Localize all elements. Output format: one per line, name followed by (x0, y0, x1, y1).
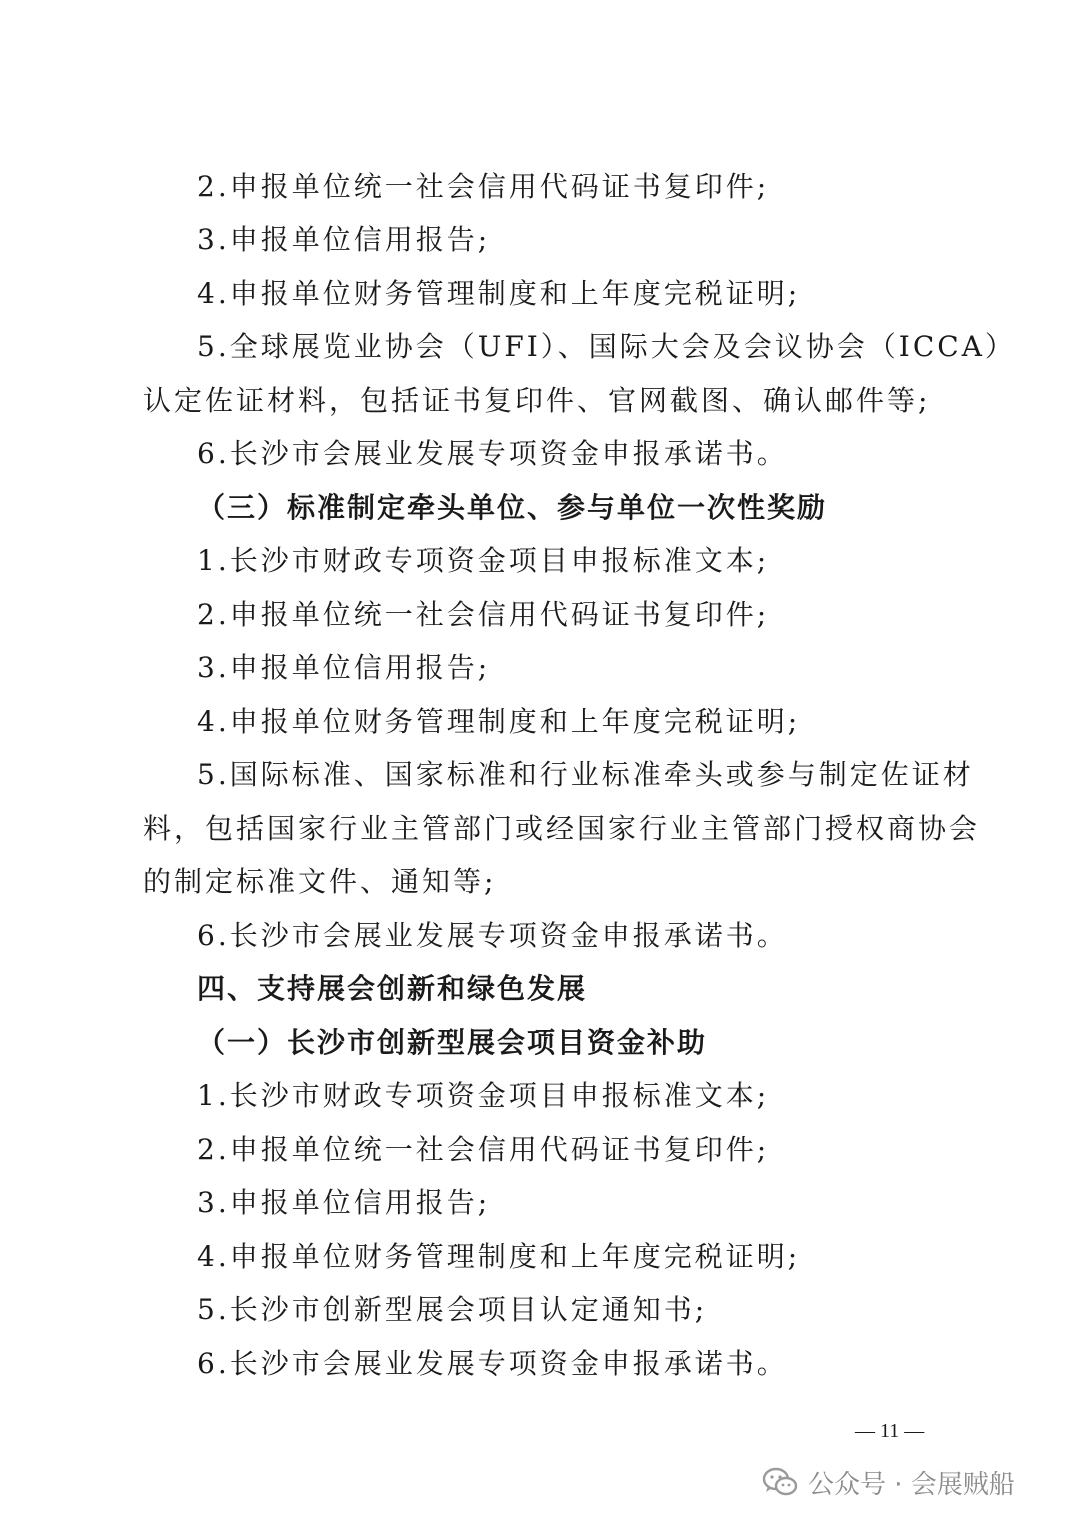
list-item: 1.长沙市财政专项资金项目申报标准文本; (197, 1079, 770, 1112)
list-item: 3.申报单位信用报告; (197, 651, 491, 684)
list-item: 4.申报单位财务管理制度和上年度完税证明; (197, 277, 801, 310)
list-item: 1.长沙市财政专项资金项目申报标准文本; (197, 544, 770, 577)
list-item-continuation: 认定佐证材料，包括证书复印件、官网截图、确认邮件等; (143, 384, 931, 417)
chapter-heading: 四、支持展会创新和绿色发展 (197, 972, 588, 1005)
list-item: 5.长沙市创新型展会项目认定通知书; (197, 1293, 708, 1326)
list-item: 5.国际标准、国家标准和行业标准牵头或参与制定佐证材 (197, 758, 974, 791)
list-item: 3.申报单位信用报告; (197, 223, 491, 256)
watermark (762, 1458, 1015, 1506)
list-item: 2.申报单位统一社会信用代码证书复印件; (197, 1133, 770, 1166)
list-item-continuation: 的制定标准文件、通知等; (143, 865, 497, 898)
watermark-text: 公众号 · 会展贼船 (808, 1469, 1015, 1500)
list-item: 4.申报单位财务管理制度和上年度完税证明; (197, 705, 801, 738)
section-heading: （一）长沙市创新型展会项目资金补助 (197, 1026, 708, 1059)
list-item: 3.申报单位信用报告; (197, 1186, 491, 1219)
list-item: 5.全球展览业协会（UFI）、国际大会及会议协会（ICCA） (197, 330, 1016, 363)
list-item: 6.长沙市会展业发展专项资金申报承诺书。 (197, 919, 788, 952)
wechat-icon (762, 1467, 798, 1497)
list-item: 6.长沙市会展业发展专项资金申报承诺书。 (197, 1347, 788, 1380)
list-item: 2.申报单位统一社会信用代码证书复印件; (197, 170, 770, 203)
section-heading: （三）标准制定牵头单位、参与单位一次性奖励 (197, 491, 828, 524)
page-number: — 11 — (855, 1420, 925, 1442)
list-item-continuation: 料，包括国家行业主管部门或经国家行业主管部门授权商协会 (143, 812, 981, 845)
list-item: 6.长沙市会展业发展专项资金申报承诺书。 (197, 437, 788, 470)
list-item: 4.申报单位财务管理制度和上年度完税证明; (197, 1240, 801, 1273)
list-item: 2.申报单位统一社会信用代码证书复印件; (197, 598, 770, 631)
